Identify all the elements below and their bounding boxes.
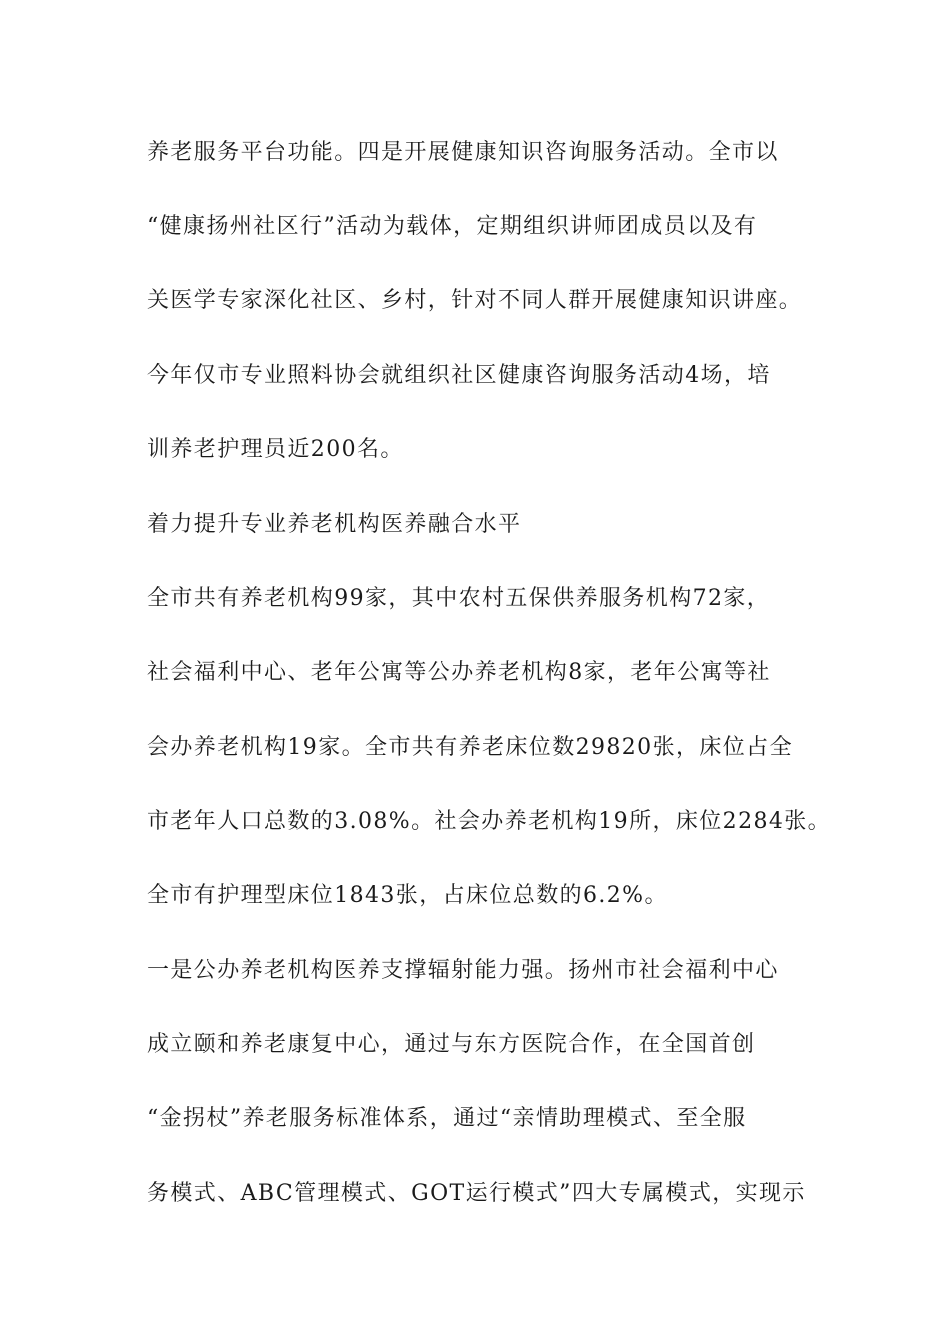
text-line: “健康扬州社区行”活动为载体，定期组织讲师团成员以及有 — [147, 214, 758, 239]
text-line: 关医学专家深化社区、乡村，针对不同人群开展健康知识讲座。 — [147, 288, 803, 313]
text-line: 养老服务平台功能。四是开展健康知识咨询服务活动。全市以 — [147, 140, 779, 165]
text-line: 社会福利中心、老年公寓等公办养老机构8家，老年公寓等社 — [147, 660, 771, 685]
text-line: 会办养老机构19家。全市共有养老床位数29820张，床位占全 — [147, 735, 793, 760]
text-line: 全市有护理型床位1843张，占床位总数的6.2%。 — [147, 883, 668, 908]
text-line: 今年仅市专业照料协会就组织社区健康咨询服务活动4场，培 — [147, 363, 771, 388]
text-line: “金拐杖”养老服务标准体系，通过“亲情助理模式、至全服 — [147, 1106, 747, 1131]
text-line: 全市共有养老机构99家，其中农村五保供养服务机构72家， — [147, 586, 771, 611]
text-line: 训养老护理员近200名。 — [147, 437, 404, 462]
text-line: 成立颐和养老康复中心，通过与东方医院合作，在全国首创 — [147, 1032, 756, 1057]
text-line: 务模式、ABC管理模式、GOT运行模式”四大专属模式，实现示 — [147, 1181, 806, 1206]
text-line: 市老年人口总数的3.08%。社会办养老机构19所，床位2284张。 — [147, 809, 832, 834]
text-line: 一是公办养老机构医养支撑辐射能力强。扬州市社会福利中心 — [147, 958, 779, 983]
section-heading: 着力提升专业养老机构医养融合水平 — [147, 512, 522, 537]
